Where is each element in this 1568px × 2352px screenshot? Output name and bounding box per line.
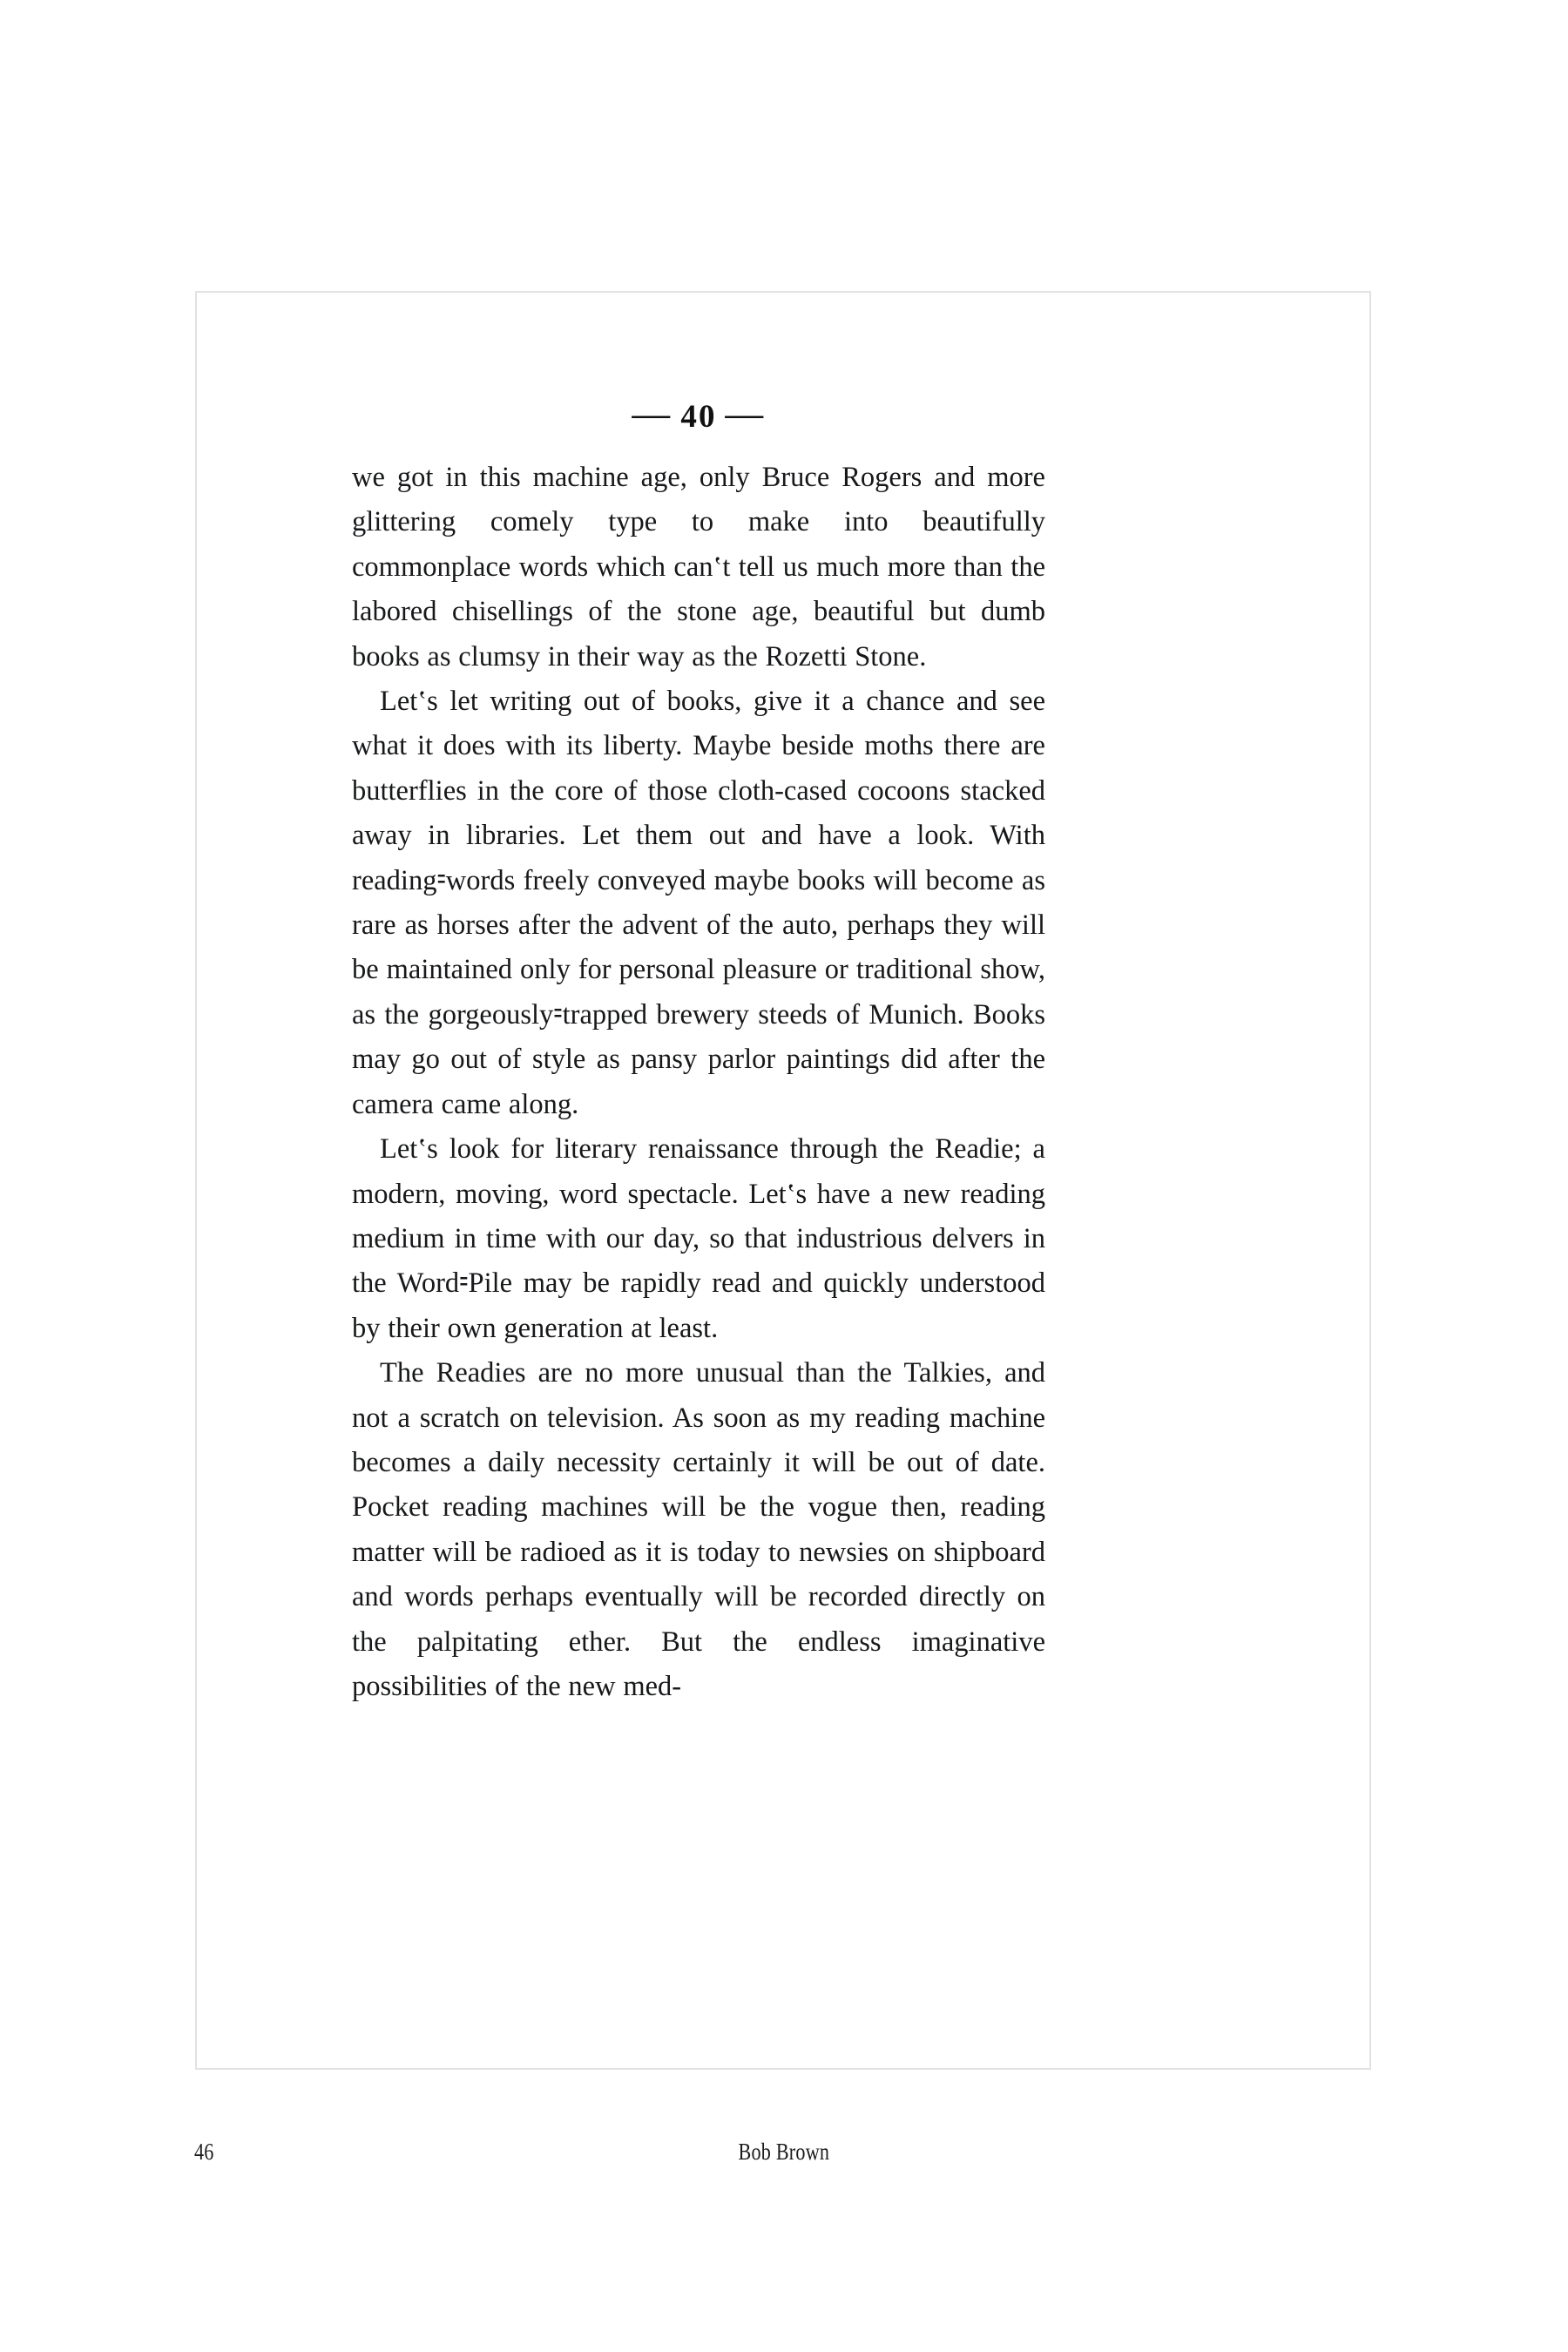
footer-folio-number: 46 [194,2139,214,2165]
page-content [352,397,1045,1709]
header-dash-left: — [632,397,673,431]
body-paragraph-2: Let‛s let writing out of books, give it a chance and see what it does with its liberty. Maybe beside moths there are butterflies in the core of those cloth-cased cocoons stacked away in libraries. Let them out and have a look. With reading⹀words freely conveyed maybe books will become as rare as horses after the advent of the auto, perhaps they will be maintained only for personal pleasure or traditional show, as the gorgeously⹀trapped brewery steeds of Munich. Books may go out of style as pansy parlor paintings did after the camera came along. [352,686,1045,1120]
page-number-header [352,397,1045,435]
page-footer [0,2139,1568,2191]
body-paragraph-1: we got in this machine age, only Bruce Rogers and more glittering comely type to make into beautifully commonplace words which can‛t tell us much more than the labored chisellings of the stone age, beautiful but dumb books as clumsy in their way as the Rozetti Stone. [352,462,1045,672]
body-paragraph-3: Let‛s look for literary renaissance through the Readie; a modern, moving, word spectacle. Let‛s have a new reading medium in time with our day, so that industrious delvers in the Word⹀Pile may be rapidly read and quickly understood by their own generation at least. [352,1133,1045,1344]
footer-author-name [0,2139,1568,2166]
body-paragraph-4: The Readies are no more unusual than the Talkies, and not a scratch on television. As soon as my reading machine becomes a daily necessity certainly it will be out of date. Pocket reading machines will be the vogue then, reading matter will be radioed as it is today to newsies on shipboard and words perhaps eventually will be recorded directly on the palpitating ether. But the endless imaginative possibilities of the new med- [352,1357,1045,1702]
header-dash-right: — [724,397,766,431]
header-page-number: 40 [680,399,717,435]
footer-author-text: Bob Brown [738,2139,830,2165]
